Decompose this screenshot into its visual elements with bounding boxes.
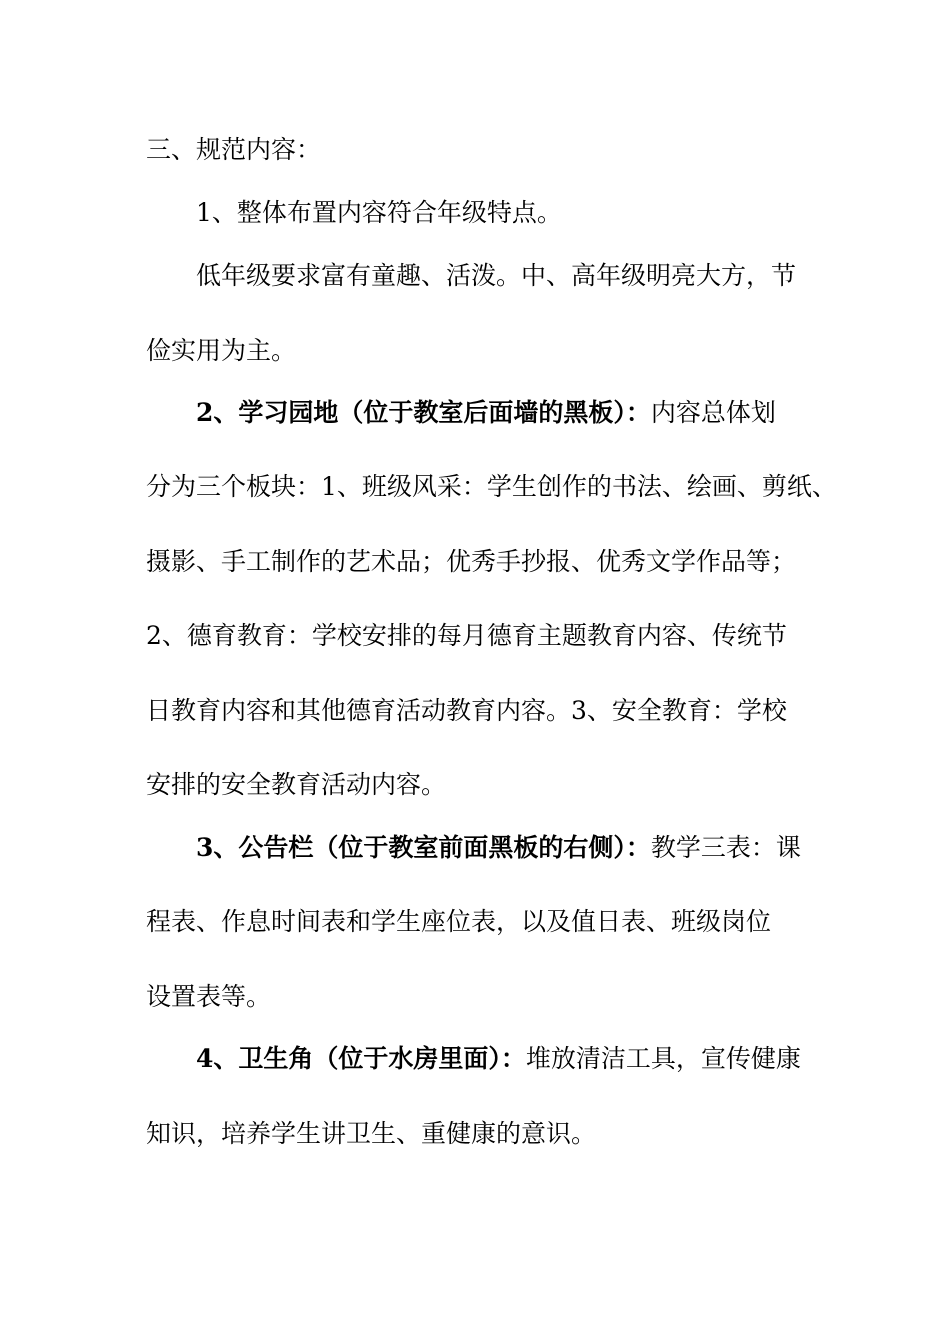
section-heading: 三、规范内容： [146, 135, 322, 164]
item-3-line-3: 设置表等。 [146, 982, 272, 1011]
item-3-line-1 [196, 831, 836, 865]
item-2-line-5: 日教育内容和其他德育活动教育内容。3、安全教育：学校 [146, 696, 787, 725]
item-2-line-3: 摄影、手工制作的艺术品；优秀手抄报、优秀文学作品等； [146, 547, 797, 576]
item-3-line-2: 程表、作息时间表和学生座位表，以及值日表、班级岗位 [146, 907, 772, 936]
item-1-title: 1、整体布置内容符合年级特点。 [196, 198, 562, 227]
item-2-title: 2、学习园地（位于教室后面墙的黑板）： [196, 398, 651, 427]
item-1-line-2: 俭实用为主。 [146, 336, 297, 365]
item-2-line-1 [196, 396, 836, 430]
item-3-line-1-rest: 教学三表：课 [650, 833, 801, 862]
item-2-line-4: 2、德育教育：学校安排的每月德育主题教育内容、传统节 [146, 621, 787, 650]
item-3-title: 3、公告栏（位于教室前面黑板的右侧）： [196, 833, 651, 862]
item-2-line-1-rest: 内容总体划 [650, 398, 776, 427]
item-1-line-1: 低年级要求富有童趣、活泼。中、高年级明亮大方，节 [196, 261, 797, 290]
item-4-line-1-rest: 堆放清洁工具，宣传健康 [525, 1044, 801, 1073]
item-2-line-2: 分为三个板块：1、班级风采：学生创作的书法、绘画、剪纸、 [146, 472, 837, 501]
item-4-title: 4、卫生角（位于水房里面）： [196, 1044, 526, 1073]
item-4-line-2: 知识，培养学生讲卫生、重健康的意识。 [146, 1119, 597, 1148]
item-4-line-1 [196, 1042, 836, 1076]
item-2-line-6: 安排的安全教育活动内容。 [146, 770, 447, 799]
